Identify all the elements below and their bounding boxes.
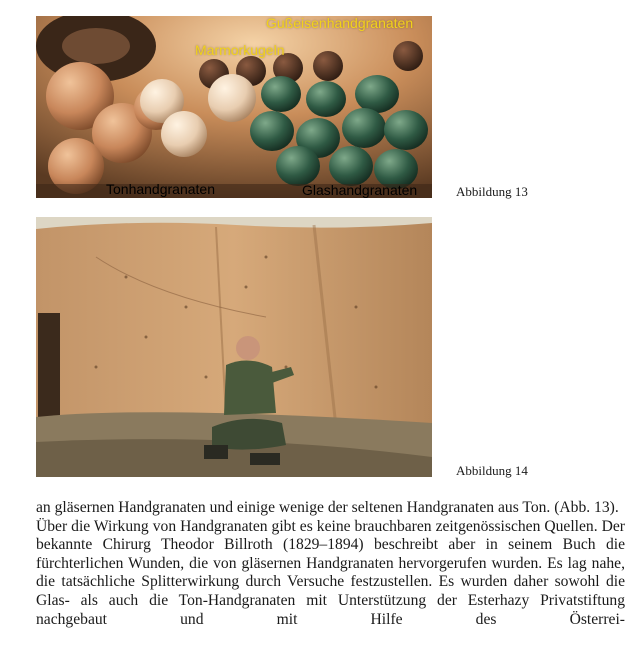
figure-14-caption: Abbildung 14 bbox=[456, 463, 528, 478]
paper-wall-photo-image bbox=[36, 217, 432, 477]
figure-14-photo bbox=[36, 217, 432, 477]
label-glass-grenades: Glashandgranaten bbox=[302, 182, 418, 198]
paragraph-2: Über die Wirkung von Handgranaten gibt es keine brauchbaren zeitgenössischen Quellen. Der bekannte Chirurg Theodor Billroth (1829–1894) beschreibt aber in seinem Buch die fürchterlichen Wunden, die von gläsernen Handgranaten hervorgerufen wurden. Es lag nahe, die tatsächliche Splitterwirkung durch Versuche festzustellen. Es wurden daher sowohl die Glas- als auch die Ton-Handgranaten mit Unterstützung der Esterhazy Privatstiftung nachgebaut und mit Hilfe des Österrei- bbox=[36, 517, 625, 628]
figure-13-photo bbox=[36, 16, 432, 198]
figure-13-caption: Abbildung 13 bbox=[456, 184, 528, 199]
label-cast-iron-grenades: Gußeisenhandgranaten bbox=[266, 16, 414, 31]
body-text bbox=[36, 499, 625, 629]
label-clay-grenades: Tonhandgranaten bbox=[106, 181, 215, 197]
label-marble-balls: Marmorkugeln bbox=[195, 42, 285, 58]
paragraph-1: an gläsernen Handgranaten und einige wenige der seltenen Handgranaten aus Ton. (Abb. 13). bbox=[36, 499, 619, 516]
